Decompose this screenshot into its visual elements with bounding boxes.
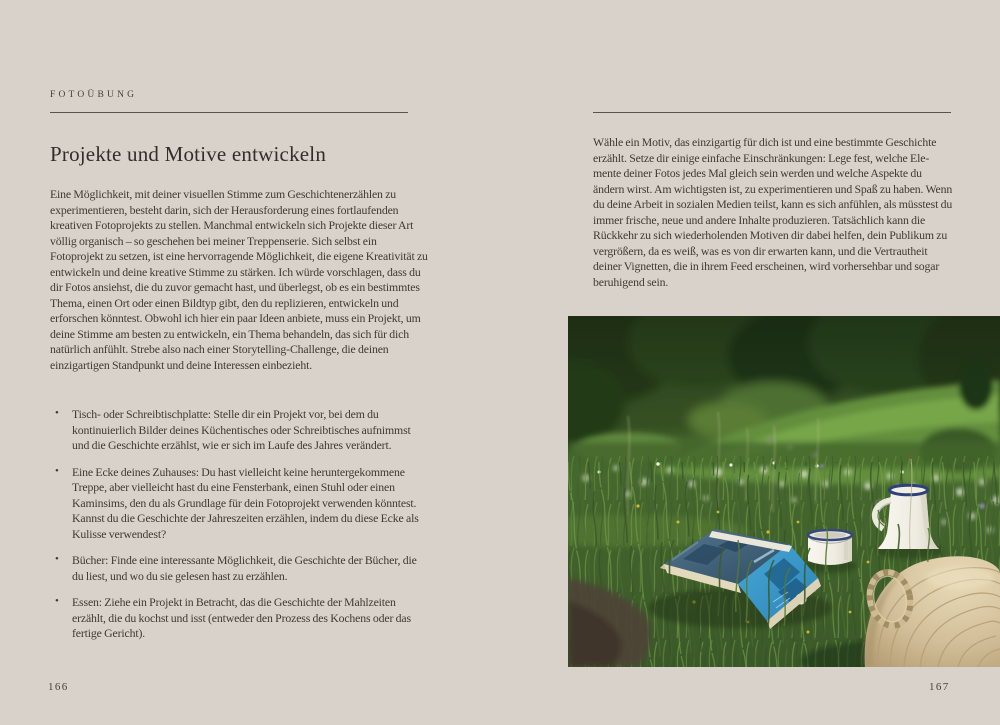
header-rule-right bbox=[593, 112, 951, 113]
list-item-text: Eine Ecke deines Zuhauses: Du hast vielleicht keine heruntergekommene Treppe, aber vielleicht hast du eine Fensterbank, einen Stuhl oder einen Kaminsims, den du als Grundlage für dein Fotoprojekt verwenden könntest. Kannst du die Geschichte der Jahreszeiten erzählen, indem du diese Ecke als Kulisse verwendest? bbox=[72, 464, 419, 541]
meadow-photo bbox=[568, 316, 1000, 667]
list-item-text: Bücher: Finde eine interessante Möglichkeit, die Geschichte der Bücher, die du liest, und wo du sie gelesen hast zu erzählen. bbox=[72, 553, 417, 583]
list-item bbox=[50, 407, 430, 454]
project-ideas-list bbox=[50, 407, 430, 653]
section-kicker: FOTOÜBUNG bbox=[50, 90, 138, 100]
list-item-text: Essen: Ziehe ein Projekt in Betracht, das die Geschichte der Mahlzeiten erzählt, die du kochst und isst (entweder den Prozess des Kochens oder das fertige Gericht). bbox=[72, 595, 411, 640]
basket bbox=[865, 556, 1000, 667]
list-item bbox=[50, 465, 430, 543]
page-number-left: 166 bbox=[48, 681, 69, 693]
intro-paragraph: Eine Möglichkeit, mit deiner visuellen Stimme zum Geschichtenerzählen zu experimentieren, besteht darin, sich der Herausforderung eines fortlaufenden kreativen Fotoprojekts zu stellen. Manchmal entwickeln sich Projekte dieser Art völlig organisch – so geschehen bei meiner Treppenserie. Sich selbst ein Fotoprojekt zu setzen, ist eine hervorragende Möglichkeit, die eigene Kreativität zu entwickeln und deine kreative Stimme zu stärken. Ich würde vorschlagen, dass du dir Fotos ansiehst, die du zuvor gemacht hast, und überlegst, ob es ein bestimmtes Thema, einen Ort oder einen Bildtyp gibt, den du replizieren, entwickeln und erforschen könntest. Obwohl ich hier ein paar Ideen anbiete, muss ein Projekt, um deine Stimme am besten zu entwickeln, ein Thema behandeln, das sich für dich natürlich anfühlt. Strebe also nach einer Storytelling-Challenge, die deinen einzigartigen Standpunkt und deine Interessen einbezieht. bbox=[50, 187, 428, 372]
page-number-right: 167 bbox=[929, 681, 950, 693]
continuation-paragraph: Wähle ein Motiv, das einzigartig für dich ist und eine bestimmte Geschichte erzählt. Setze dir einige einfache Einschränkungen: Lege fest, welche Elemente deiner Fotos jedes Mal gleich sein werden und welche Aspekte du ändern wirst. Am wichtigsten ist, zu experimentieren und Spaß zu haben. Wenn du deine Arbeit in sozialen Medien teilst, kann es sich anfühlen, als müsstest du immer frische, neue und andere Inhalte produzieren. Tatsächlich kann die Rückkehr zu sich wiederholenden Motiven dir dabei helfen, dein Publikum zu vergrößern, da es weiß, was es von dir erwarten kann, und die Vertrautheit deiner Vignetten, die in ihrem Feed erscheinen, wird vorhersehbar und sogar beruhigend sein. bbox=[593, 135, 953, 289]
header-rule-left bbox=[50, 112, 408, 113]
enamel-pot bbox=[808, 530, 852, 565]
page-title: Projekte und Motive entwickeln bbox=[50, 142, 327, 166]
list-item bbox=[50, 595, 430, 642]
list-item bbox=[50, 553, 430, 584]
list-item-text: Tisch- oder Schreibtischplatte: Stelle dir ein Projekt vor, bei dem du kontinuierlich Bilder deines Küchentisches oder Schreibtisches aufnimmst und die Geschichte erzählst, wie er sich im Laufe des Jahres verändert. bbox=[72, 407, 411, 452]
